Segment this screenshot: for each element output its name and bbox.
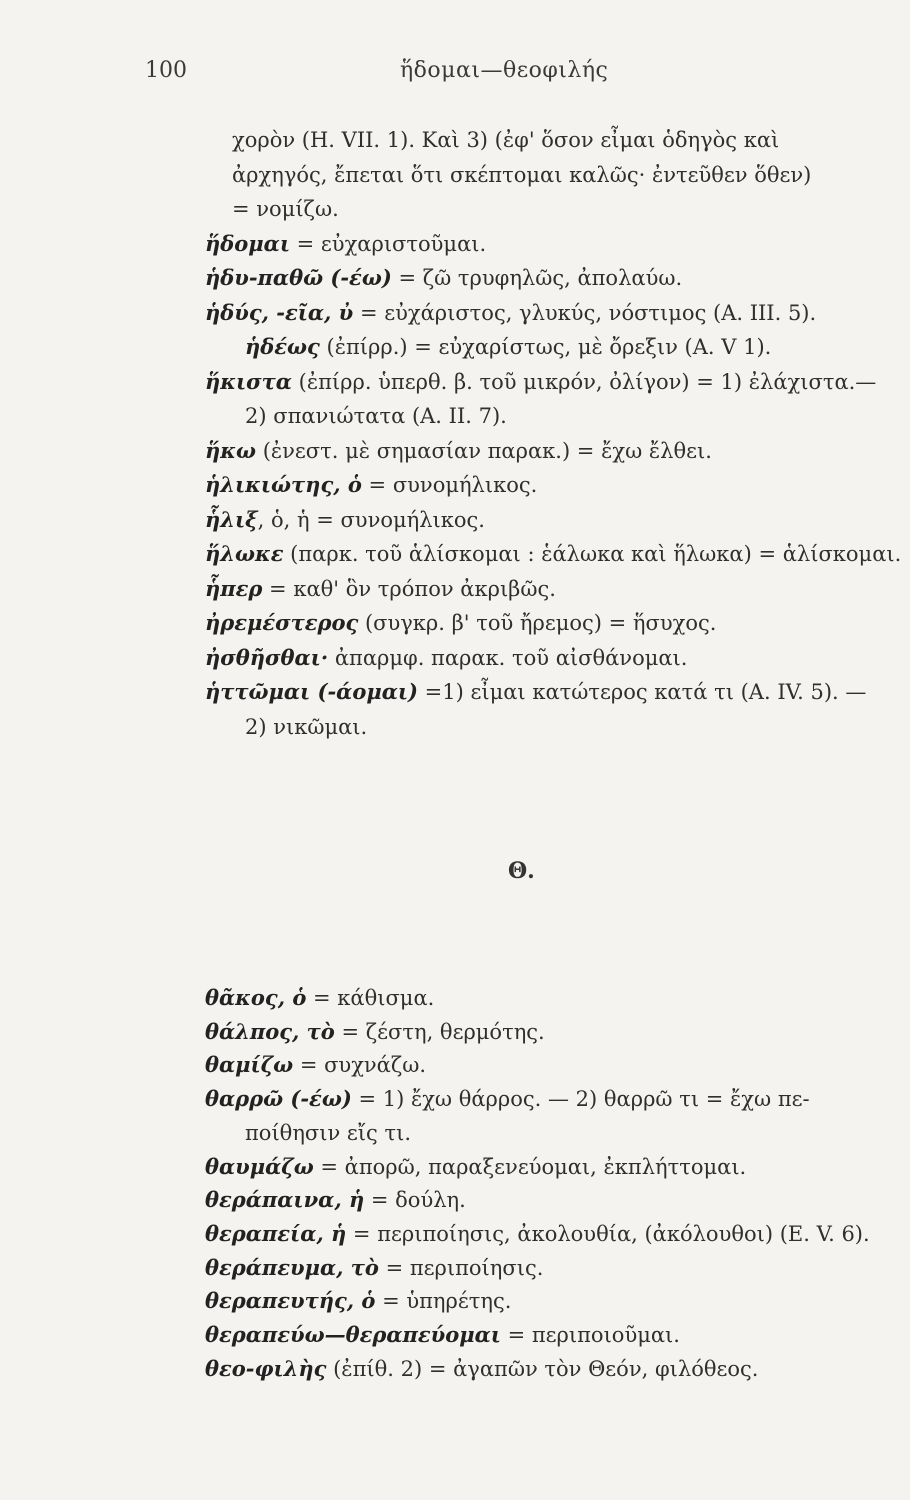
entry-headword: θεράπαινα, ἡ — [205, 1187, 365, 1213]
entry-headword: θεραπευτής, ὁ — [205, 1288, 376, 1314]
entry-headword: ἠρεμέστερος — [205, 610, 359, 635]
dictionary-entry-line — [245, 1118, 411, 1148]
dictionary-entry-line — [205, 1185, 466, 1215]
entry-headword: ἧλιξ — [205, 506, 258, 532]
entry-headword: θάλπος, τὸ — [205, 1018, 335, 1044]
entry-headword: θαυμάζω — [205, 1153, 314, 1179]
dictionary-entry-line — [205, 539, 901, 569]
entry-headword: ἥλωκε — [205, 541, 284, 566]
entry-definition: (ἐπίρρ.) = εὐχαρίστως, μὲ ὄρεξιν (Α. V 1). — [319, 335, 772, 359]
entry-definition: ἀπαρμφ. παρακ. τοῦ αἰσθάνομαι. — [328, 645, 688, 670]
entry-definition: = εὐχάριστος, γλυκύς, νόστιμος (Α. III. 5). — [353, 300, 817, 325]
dictionary-entry-line — [205, 1354, 758, 1384]
entry-headword: ἡδυ-παθῶ (-έω) — [205, 265, 392, 290]
entry-definition: = ζέστη, θερμότης. — [334, 1019, 545, 1044]
entry-definition: = εὐχαριστοῦμαι. — [289, 231, 487, 256]
entry-headword: ἠσθῆσθαι· — [205, 644, 329, 670]
dictionary-entry-line — [245, 332, 771, 362]
entry-definition: , ὁ, ἡ = συνομήλικος. — [257, 507, 485, 532]
entry-definition: = νομίζω. — [232, 197, 339, 221]
entry-headword: ἥδομαι — [205, 230, 290, 256]
entry-headword: θαμίζω — [205, 1052, 294, 1078]
dictionary-entry-line — [205, 229, 486, 259]
entry-definition: (ἐπίθ. 2) = ἀγαπῶν τὸν Θεόν, φιλόθεος. — [326, 1356, 759, 1381]
entry-definition: (ἐνεστ. μὲ σημασίαν παρακ.) = ἔχω ἔλθει. — [256, 438, 712, 463]
entry-headword: ἥκω — [205, 437, 257, 463]
dictionary-entry-line — [205, 1286, 511, 1316]
dictionary-entry-line — [205, 1253, 543, 1283]
entry-definition: (παρκ. τοῦ ἁλίσκομαι : ἑάλωκα καὶ ἥλωκα) = ἁλίσκομαι. — [283, 542, 902, 566]
entry-headword: θεο-φιλὴς — [205, 1355, 327, 1381]
dictionary-entry-line — [205, 470, 537, 500]
running-head: ἥδομαι—θεοφιλής — [400, 58, 609, 83]
dictionary-entry-line — [205, 677, 866, 707]
entry-definition: ποίθησιν εἴς τι. — [245, 1120, 411, 1145]
entry-definition: 2) νικῶμαι. — [245, 714, 368, 739]
entry-definition: χορὸν (Η. VII. 1). Καὶ 3) (ἐφ' ὅσον εἶμαι ὁδηγὸς καὶ — [232, 128, 780, 152]
dictionary-entry-line — [205, 436, 712, 466]
dictionary-entry-line — [205, 298, 816, 328]
entry-headword: ἡλικιώτης, ὁ — [205, 472, 362, 497]
entry-definition: (ἐπίρρ. ὑπερθ. β. τοῦ μικρόν, ὀλίγον) = 1) ἐλάχιστα.— — [291, 369, 877, 394]
entry-definition: = συχνάζω. — [293, 1053, 427, 1078]
dictionary-entry-line — [232, 194, 339, 224]
entry-headword: θαρρῶ (-έω) — [205, 1086, 352, 1112]
entry-headword: θεράπευμα, τὸ — [205, 1254, 379, 1280]
dictionary-entry-line — [205, 505, 485, 535]
entry-definition: = ζῶ τρυφηλῶς, ἀπολαύω. — [391, 266, 683, 290]
dictionary-entry-line — [205, 263, 682, 293]
entry-definition: = 1) ἔχω θάρρος. — 2) θαρρῶ τι = ἔχω πε- — [351, 1087, 810, 1112]
entry-definition: = περιποίησις. — [378, 1255, 544, 1280]
dictionary-entry-line — [205, 643, 687, 673]
entry-definition: = δούλη. — [364, 1188, 466, 1213]
entry-headword: ἡττῶμαι (-άομαι) — [205, 679, 418, 704]
dictionary-entry-line — [232, 125, 779, 155]
entry-definition: = περιποιοῦμαι. — [500, 1323, 680, 1347]
entry-definition: (συγκρ. β' τοῦ ἤρεμος) = ἥσυχος. — [358, 611, 717, 635]
dictionary-entry-line — [205, 1152, 746, 1182]
entry-headword: ἡδέως — [245, 334, 320, 359]
entry-definition: ἀρχηγός, ἔπεται ὅτι σκέπτομαι καλῶς· ἐντεῦθεν ὅθεν) — [232, 162, 812, 187]
entry-headword: ἧπερ — [205, 575, 263, 601]
entry-definition: = ὑπηρέτης. — [375, 1289, 512, 1314]
entry-definition: =1) εἶμαι κατώτερος κατά τι (Α. IV. 5). — — [417, 680, 867, 704]
entry-definition: = ἀπορῶ, παραξενεύομαι, ἐκπλήττομαι. — [313, 1154, 747, 1179]
entry-headword: θᾶκος, ὁ — [205, 985, 307, 1010]
dictionary-entry-line — [245, 401, 507, 431]
entry-headword: ἥκιστα — [205, 368, 292, 394]
entry-headword: θεραπεύω—θεραπεύομαι — [205, 1322, 501, 1347]
dictionary-entry-line — [205, 983, 434, 1013]
page-header — [0, 58, 910, 94]
dictionary-entry-line — [205, 608, 716, 638]
dictionary-entry-line — [205, 367, 876, 397]
dictionary-entry-line — [205, 574, 556, 604]
dictionary-entry-line — [232, 160, 811, 190]
entry-definition: = συνομήλικος. — [361, 473, 538, 497]
entry-definition: = περιποίησις, ἀκολουθία, (ἀκόλουθοι) (Ε. V. 6). — [346, 1221, 870, 1246]
entry-definition: = καθ' ὃν τρόπον ἀκριβῶς. — [262, 576, 556, 601]
dictionary-entry-line — [205, 1050, 426, 1080]
page-number: 100 — [145, 58, 187, 83]
dictionary-entry-line — [205, 1320, 680, 1350]
dictionary-entry-line — [205, 1219, 870, 1249]
entry-definition: = κάθισμα. — [306, 986, 435, 1010]
dictionary-entry-line — [205, 1017, 545, 1047]
entry-headword: θεραπεία, ἡ — [205, 1220, 347, 1246]
entry-headword: ἡδύς, -εῖα, ὐ — [205, 299, 354, 325]
entry-definition: 2) σπανιώτατα (Α. II. 7). — [245, 404, 507, 428]
dictionary-entry-line — [245, 712, 367, 742]
dictionary-entry-line — [205, 1084, 810, 1114]
section-letter-theta: Θ. — [508, 858, 535, 884]
